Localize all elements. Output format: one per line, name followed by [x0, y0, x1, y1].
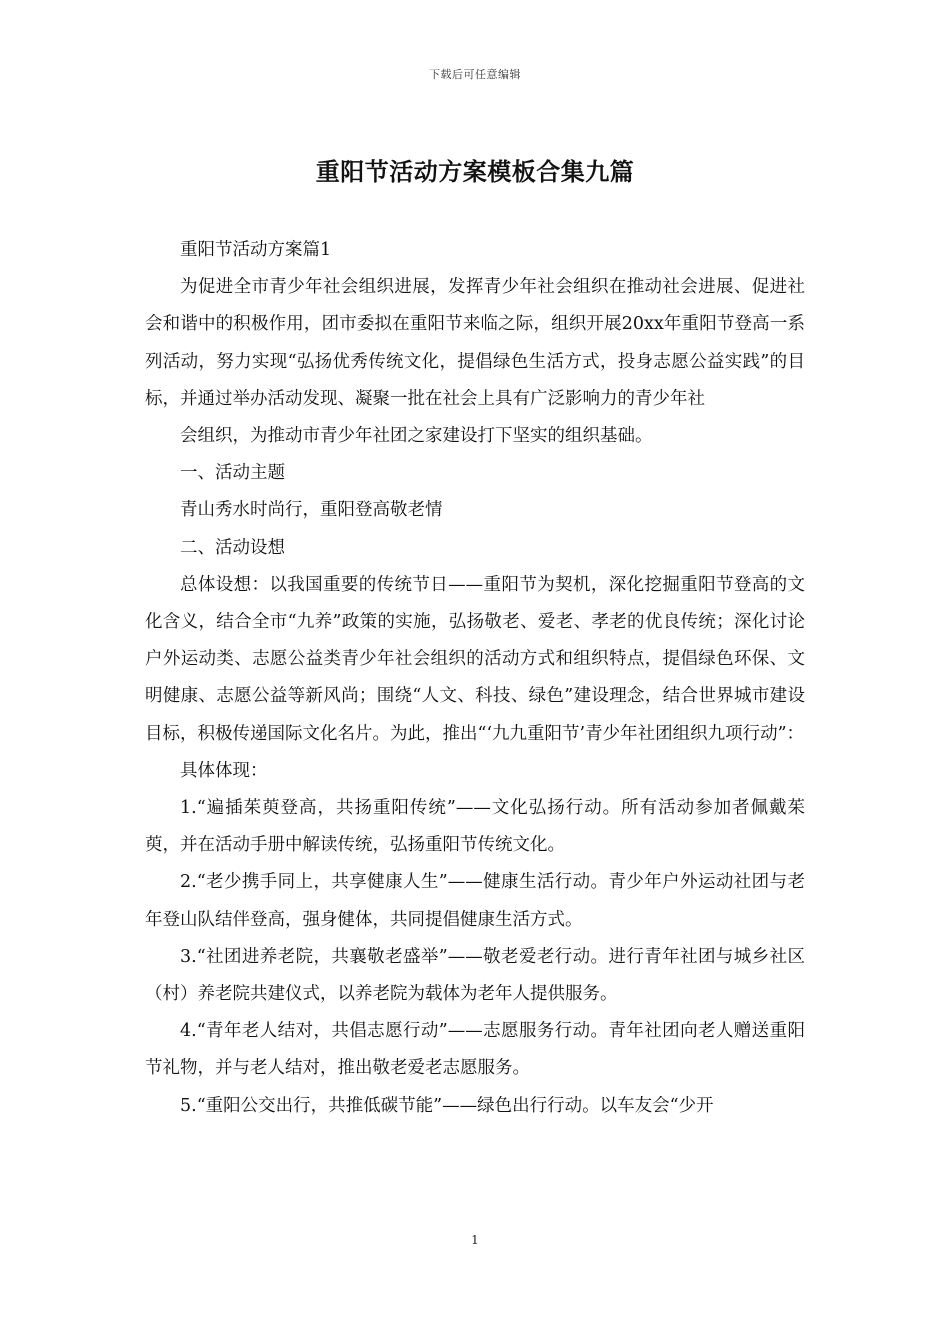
- page-number: 1: [471, 1233, 479, 1247]
- section-heading: 一、活动主题: [180, 463, 285, 484]
- list-item: 4.“青年老人结对，共倡志愿行动”——志愿服务行动。青年社团向老人赠送重阳节礼物，并与老人结对，推出敬老爱老志愿服务。: [145, 1021, 805, 1079]
- paragraph: 总体设想：以我国重要的传统节日——重阳节为契机，深化挖掘重阳节登高的文化含义，结合全市“九养”政策的实施，弘扬敬老、爱老、孝老的优良传统；深化讨论户外运动类、志愿公益类青少年社会组织的活动方式和组织特点，提倡绿色环保、文明健康、志愿公益等新风尚；围绕“人文、科技、绿色”建设理念，结合世界城市建设目标，积极传递国际文化名片。为此，推出“‘九九重阳节’青少年社团组织九项行动”：: [145, 574, 805, 744]
- document-title: 重阳节活动方案模板合集九篇: [315, 157, 635, 186]
- paragraph: 具体体现：: [180, 760, 268, 781]
- page-header-note: 下载后可任意编辑: [429, 68, 521, 81]
- paragraph: 为促进全市青少年社会组织进展，发挥青少年社会组织在推动社会进展、促进社会和谐中的积极作用，团市委拟在重阳节来临之际，组织开展20xx年重阳节登高一系列活动，努力实现“弘扬优秀传统文化，提倡绿色生活方式，投身志愿公益实践”的目标，并通过举办活动发现、凝聚一批在社会上具有广泛影响力的青少年社: [145, 277, 805, 409]
- list-item: 5.“重阳公交出行，共推低碳节能”——绿色出行行动。以车友会“少开: [180, 1095, 714, 1116]
- list-item: 2.“老少携手同上，共享健康人生”——健康生活行动。青少年户外运动社团与老年登山队结伴登高，强身健体，共同提倡健康生活方式。: [145, 872, 805, 930]
- paragraph: 会组织，为推动市青少年社团之家建设打下坚实的组织基础。: [180, 426, 653, 447]
- paragraph: 青山秀水时尚行，重阳登高敬老情: [180, 500, 443, 521]
- section-heading: 重阳节活动方案篇1: [180, 240, 332, 260]
- list-item: 1.“遍插茱萸登高，共扬重阳传统”——文化弘扬行动。所有活动参加者佩戴茱萸，并在活动手册中解读传统，弘扬重阳节传统文化。: [145, 798, 805, 856]
- section-heading: 二、活动设想: [180, 537, 285, 558]
- list-item: 3.“社团进养老院，共襄敬老盛举”——敬老爱老行动。进行青年社团与城乡社区（村）养老院共建仪式，以养老院为载体为老年人提供服务。: [145, 946, 805, 1005]
- document-body: [145, 232, 805, 1125]
